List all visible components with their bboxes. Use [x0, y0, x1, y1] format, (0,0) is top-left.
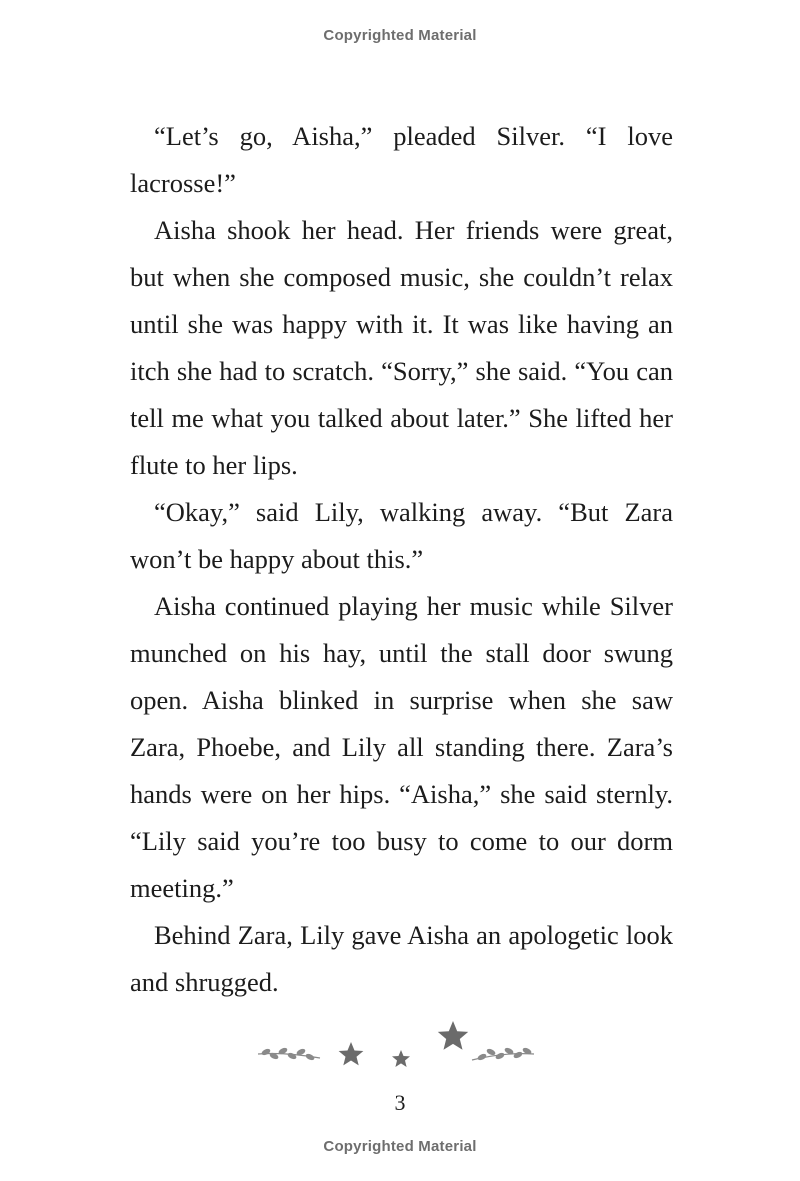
stars-and-vines-ornament-icon	[250, 1012, 550, 1082]
paragraph: Aisha continued playing her music while Silver munched on his hay, until the stall door swung open. Aisha blinked in surprise when she saw Zara, Phoebe, and Lily all standing there. Zara’s hands were on her hips. “Aisha,” she said sternly. “Lily said you’re too busy to come to our dorm meeting.”	[130, 591, 673, 903]
footer-copyright-notice: Copyrighted Material	[323, 1138, 477, 1155]
paragraph: “Let’s go, Aisha,” pleaded Silver. “I love lacrosse!”	[130, 121, 673, 198]
paragraph: “Okay,” said Lily, walking away. “But Zara won’t be happy about this.”	[130, 497, 673, 574]
paragraph: Aisha shook her head. Her friends were great, but when she composed music, she couldn’t relax until she was happy with it. It was like having an itch she had to scratch. “Sorry,” she said. “You can tell me what you talked about later.” She lifted her flute to her lips.	[130, 215, 673, 480]
left-vine-icon	[258, 1047, 320, 1060]
paragraph: Behind Zara, Lily gave Aisha an apologetic look and shrugged.	[130, 920, 673, 997]
right-vine-icon	[472, 1047, 534, 1060]
header-copyright-notice: Copyrighted Material	[323, 27, 477, 44]
stars-icon	[339, 1021, 469, 1067]
page-number: 3	[394, 1090, 406, 1115]
story-text	[130, 113, 673, 1006]
